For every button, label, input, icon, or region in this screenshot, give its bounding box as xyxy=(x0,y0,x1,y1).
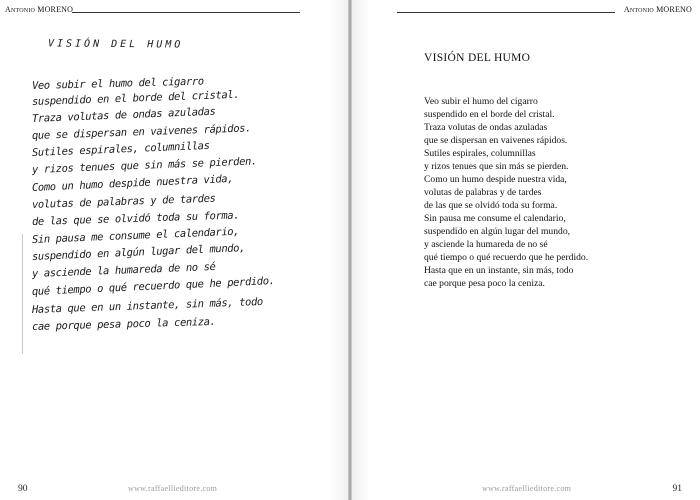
page-number: 91 xyxy=(672,484,682,494)
poem-line: cae porque pesa poco la ceniza. xyxy=(424,278,545,289)
manuscript-line: cae porque pesa poco la ceniza. xyxy=(31,315,216,333)
handwritten-manuscript xyxy=(20,34,340,364)
manuscript-line: Como un humo despide nuestra vida, xyxy=(31,172,234,194)
poem-line: volutas de palabras y de tardes xyxy=(424,187,542,198)
poem-title: VISIÓN DEL HUMO xyxy=(424,52,531,64)
manuscript-line: Veo subir el humo del cigarro xyxy=(31,75,204,92)
manuscript-line: volutas de palabras y de tardes xyxy=(31,192,216,211)
manuscript-line: Sutiles espirales, columnillas xyxy=(31,139,210,159)
poem-line: qué tiempo o qué recuerdo que he perdido. xyxy=(424,252,589,263)
manuscript-line: Traza volutas de ondas azuladas xyxy=(31,105,216,125)
poem-text xyxy=(424,95,588,290)
poem-line: suspendido en el borde del cristal. xyxy=(424,109,555,120)
website-link[interactable]: www.raffaellieditore.com xyxy=(482,484,572,493)
poem-line: Sin pausa me consume el calendario, xyxy=(424,213,566,224)
poem-line: Sutiles espirales, columnillas xyxy=(424,148,536,159)
header-rule xyxy=(397,12,615,13)
page-number: 90 xyxy=(18,484,28,494)
poem-line: Hasta que en un instante, sin más, todo xyxy=(424,265,574,276)
manuscript-line: que se dispersan en vaivenes rápidos. xyxy=(31,122,252,142)
left-page xyxy=(0,0,348,500)
poem-line: de las que se olvidó toda su forma. xyxy=(424,200,558,211)
running-head-author: Antonio MORENO xyxy=(623,5,692,14)
poem-line: y asciende la humareda de no sé xyxy=(424,239,548,250)
header-rule xyxy=(72,12,300,13)
manuscript-line: de las que se olvidó toda su forma. xyxy=(31,209,240,228)
manuscript-line: suspendido en algún lugar del mundo, xyxy=(31,242,246,263)
poem-line: que se dispersan en vaivenes rápidos. xyxy=(424,135,568,146)
manuscript-line: y rizos tenues que sin más se pierden. xyxy=(31,155,258,176)
manuscript-margin-line xyxy=(22,234,23,354)
manuscript-line: suspendido en el borde del cristal. xyxy=(31,88,240,108)
manuscript-title: VISIÓN DEL HUMO xyxy=(47,38,184,51)
poem-line: Como un humo despide nuestra vida, xyxy=(424,174,567,185)
poem-line: Traza volutas de ondas azuladas xyxy=(424,122,548,133)
poem-line: suspendido en algún lugar del mundo, xyxy=(424,226,571,237)
website-link[interactable]: www.raffaellieditore.com xyxy=(128,484,218,493)
manuscript-line: qué tiempo o qué recuerdo que he perdido. xyxy=(31,274,275,298)
manuscript-line: Sin pausa me consume el calendario, xyxy=(31,225,240,246)
running-head-author: Antonio MORENO xyxy=(5,5,74,14)
manuscript-line: Hasta que en un instante, sin más, todo xyxy=(31,295,264,316)
poem-line: y rizos tenues que sin más se pierden. xyxy=(424,161,569,172)
manuscript-line: y asciende la humareda de no sé xyxy=(31,260,216,280)
poem-line: Veo subir el humo del cigarro xyxy=(424,96,538,107)
